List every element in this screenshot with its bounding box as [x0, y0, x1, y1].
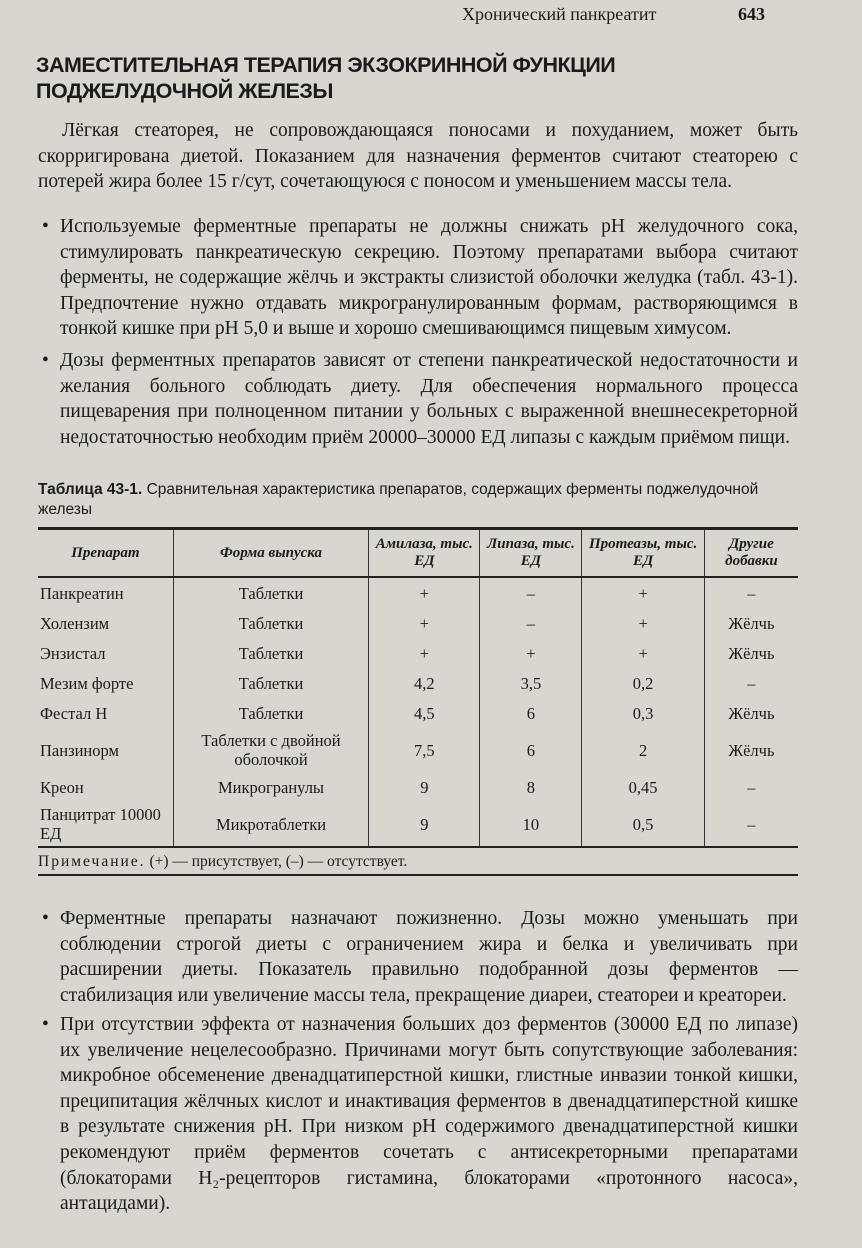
table-cell: – — [704, 577, 798, 608]
table-row — [38, 577, 798, 608]
column-header: Препарат — [38, 529, 173, 578]
table-cell: Таблетки — [173, 668, 368, 698]
table-cell: + — [582, 577, 704, 608]
table-cell: 0,2 — [582, 668, 704, 698]
table-cell: 0,5 — [582, 802, 704, 847]
table-row — [38, 668, 798, 698]
table-cell: Панкреатин — [40, 583, 124, 603]
table-row — [38, 772, 798, 802]
bullet-item: • Ферментные препараты назначают пожизненно. Дозы можно уменьшать при соблюдении строгой диеты с ограничением жира и белка и увеличивать при расширении диеты. Показатель правильно подобранной дозы ферментов — стабилизация или увеличение массы тела, прекращение диареи, стеатореи и креатореи. — [60, 906, 798, 1008]
table-cell: Таблетки — [173, 698, 368, 728]
table-cell: 2 — [582, 728, 704, 772]
table-cell: + — [369, 638, 480, 668]
note-text: (+) — присутствует, (–) — отсутствует. — [149, 853, 408, 870]
table-cell: Жёлчь — [704, 608, 798, 638]
intro-paragraph: Лёгкая стеаторея, не сопровождающаяся поносами и похуданием, может быть скорригирована диетой. Показанием для назначения ферментов считают стеаторею с потерей жира более 15 г/сут, сочетающуюся с поносом и уменьшением массы тела. — [38, 120, 798, 193]
table-note — [38, 853, 798, 876]
table-caption — [38, 480, 798, 520]
comparison-table — [38, 527, 798, 848]
column-header: Протеазы, тыс. ЕД — [582, 529, 704, 578]
table-cell: + — [480, 638, 582, 668]
bullet-item: • Используемые ферментные препараты не должны снижать pH желудочного сока, стимулировать панкреатическую секрецию. Поэтому препаратами выбора считают ферменты, не содержащие жёлчь и экстракты слизистой оболочки желудка (табл. 43-1). Предпочтение нужно отдавать микрогранулированным формам, растворяющимся в тонкой кишке при pH 5,0 и выше и хорошо смешивающимся пищевым химусом. — [60, 214, 798, 342]
table-cell: 0,45 — [582, 772, 704, 802]
table-cell: – — [704, 772, 798, 802]
table-cell: + — [369, 608, 480, 638]
table-cell: – — [704, 668, 798, 698]
table-cell: 8 — [480, 772, 582, 802]
table-cell: 9 — [369, 772, 480, 802]
bullet-item: • Дозы ферментных препаратов зависят от степени панкреатической недостаточности и желания больного соблюдать диету. Для обеспечения нормального процесса пищеварения при полноценном питании у больных с выраженной внешнесекреторной недостаточностью необходим приём 20000–30000 ЕД липазы с каждым приёмом пищи. — [60, 348, 798, 450]
column-header: Другие добавки — [704, 529, 798, 578]
table-cell: + — [369, 577, 480, 608]
table-cell: Таблетки — [173, 638, 368, 668]
bullet-item: • При отсутствии эффекта от назначения больших доз ферментов (30000 ЕД по липазе) их увеличение нецелесообразно. Причинами могут быть сопутствующие заболевания: микробное обсеменение двенадцатиперстной кишки, глистные инвазии тонкой кишки, преципитация жёлчных кислот и инактивация ферментов в двенадцатиперстной кишке в результате снижения pH. При низком pH содержимого двенадцатиперстной кишки рекомендуют приём ферментов сочетать с антисекреторными препаратами (блокаторами H₂-рецепторов гистамина, блокаторами «протонного насоса», антацидами). — [60, 1012, 798, 1217]
column-header: Форма выпуска — [173, 529, 368, 578]
table-row — [38, 728, 798, 772]
table-cell: Жёлчь — [704, 728, 798, 772]
table-cell: – — [480, 608, 582, 638]
column-header: Липаза, тыс. ЕД — [480, 529, 582, 578]
table-cell: 10 — [480, 802, 582, 847]
table-cell: Энзистал — [40, 643, 106, 663]
table-cell: 6 — [480, 728, 582, 772]
table-header-row — [38, 529, 798, 578]
table-cell: Холензим — [40, 613, 110, 633]
table-cell: + — [582, 638, 704, 668]
table-caption-text: Сравнительная характеристика препаратов, содержащих ферменты поджелудочной железы — [38, 481, 759, 518]
table-cell: Жёлчь — [704, 698, 798, 728]
table-cell: 0,3 — [582, 698, 704, 728]
table-cell: 3,5 — [480, 668, 582, 698]
table-cell: Таблетки с двойной оболочкой — [173, 728, 368, 772]
table-cell: Таблетки — [173, 608, 368, 638]
table-cell: Таблетки — [173, 577, 368, 608]
table-cell: Панцитрат 10000 ЕД — [40, 805, 161, 843]
table-cell: 9 — [369, 802, 480, 847]
table-cell: 4,2 — [369, 668, 480, 698]
table-cell: – — [704, 802, 798, 847]
table-cell: Микротаблетки — [173, 802, 368, 847]
table-cell: 6 — [480, 698, 582, 728]
table-row — [38, 608, 798, 638]
note-label: Примечание. — [38, 853, 146, 870]
table-row — [38, 802, 798, 847]
table-cell: Панзинорм — [40, 740, 119, 760]
page-number: 643 — [738, 4, 765, 24]
table-cell: 7,5 — [369, 728, 480, 772]
table-cell: Микрогранулы — [173, 772, 368, 802]
table-label: Таблица 43-1. — [38, 481, 143, 498]
running-title: Хронический панкреатит — [462, 4, 657, 24]
table-cell: + — [582, 608, 704, 638]
table-row — [38, 638, 798, 668]
table-cell: – — [480, 577, 582, 608]
column-header: Амилаза, тыс. ЕД — [369, 529, 480, 578]
section-title: ЗАМЕСТИТЕЛЬНАЯ ТЕРАПИЯ ЭКЗОКРИННОЙ ФУНКЦИИ ПОДЖЕЛУДОЧНОЙ ЖЕЛЕЗЫ — [36, 53, 616, 103]
table-cell: 4,5 — [369, 698, 480, 728]
table-row — [38, 698, 798, 728]
table-cell: Мезим форте — [40, 673, 134, 693]
table-cell: Креон — [40, 777, 84, 797]
table-cell: Жёлчь — [704, 638, 798, 668]
table-cell: Фестал Н — [40, 703, 108, 723]
